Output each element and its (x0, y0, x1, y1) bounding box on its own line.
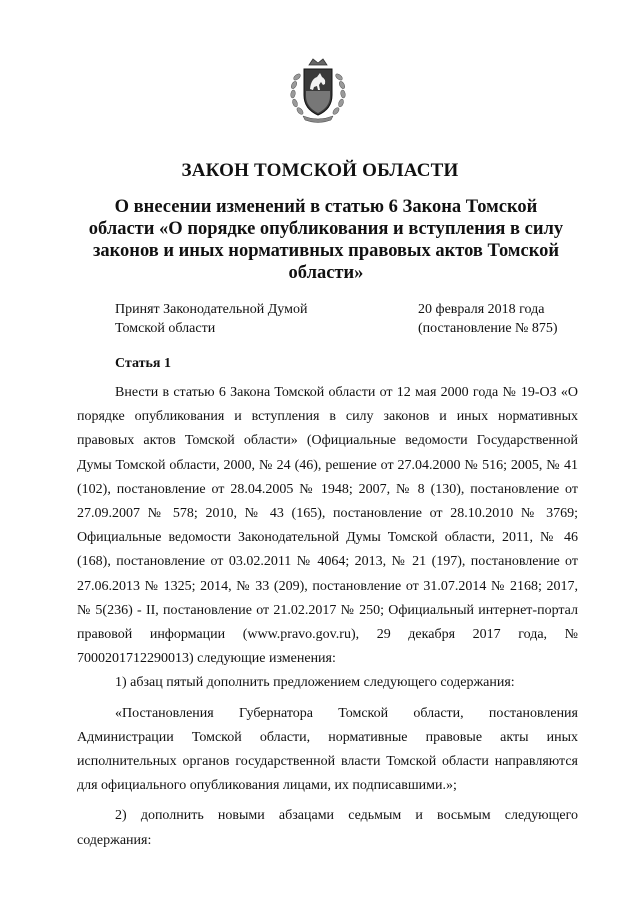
adopted-date (418, 300, 558, 338)
adopted-by-line: Принят Законодательной Думой (115, 302, 308, 317)
adopted-date-line: 20 февраля 2018 года (418, 302, 545, 317)
paragraph: 1) абзац пятый дополнить предложением следующего содержания: (115, 675, 515, 691)
subtitle-line: законов и иных нормативных правовых актов Томской (92, 241, 560, 261)
subtitle-line: области «О порядке опубликования и вступления в силу (88, 219, 564, 239)
paragraph: Внести в статью 6 Закона Томской области от 12 мая 2000 года № 19-ОЗ «О порядке опубликования и вступления в силу законов и иных нормативных правовых актов Томской области» (Официальные ведомости Государственной Думы Томской области, 2000, № 24 (46), решение от 27.04.2000 № 516; 2005, № 41 (102), постановление от 28.04.2005 № 1948; 2007, № 8 (130), постановление от 27.09.2007 № 578; 2010, № 43 (165), постановление от 28.10.2010 № 3769; Официальные ведомости Законодательной Думы Томской области, 2011, № 46 (168), постановление от 03.02.2011 № 4064; 2013, № 21 (197), постановление от 27.06.2013 № 1325; 2014, № 33 (209), постановление от 31.07.2014 № 2168; 2017, № 5(236) - II, постановление от 21.02.2017 № 250; Официальный интернет-портал правовой информации (www.pravo.gov.ru), 29 декабря 2017 года, № 7000201712290013) следующие изменения: (77, 385, 578, 667)
article-body (77, 381, 578, 853)
resolution-number: (постановление № 875) (418, 321, 558, 336)
tomsk-oblast-coat-of-arms-icon (287, 55, 349, 125)
adopted-by (115, 300, 307, 338)
paragraph: «Постановления Губернатора Томской области, постановления Администрации Томской области, нормативные правовые акты иных исполнительных органов государственной власти Томской области направляются для официального опубликования лицами, их подписавшими.»; (77, 705, 578, 794)
article-heading: Статья 1 (115, 356, 171, 371)
paragraph: 2) дополнить новыми абзацами седьмым и восьмым следующего содержания: (77, 808, 578, 848)
law-subtitle (70, 196, 582, 284)
subtitle-line: области» (288, 263, 364, 283)
subtitle-line: О внесении изменений в статью 6 Закона Томской (114, 197, 538, 217)
law-title: ЗАКОН ТОМСКОЙ ОБЛАСТИ (181, 160, 459, 181)
adopted-by-line: Томской области (115, 321, 216, 336)
